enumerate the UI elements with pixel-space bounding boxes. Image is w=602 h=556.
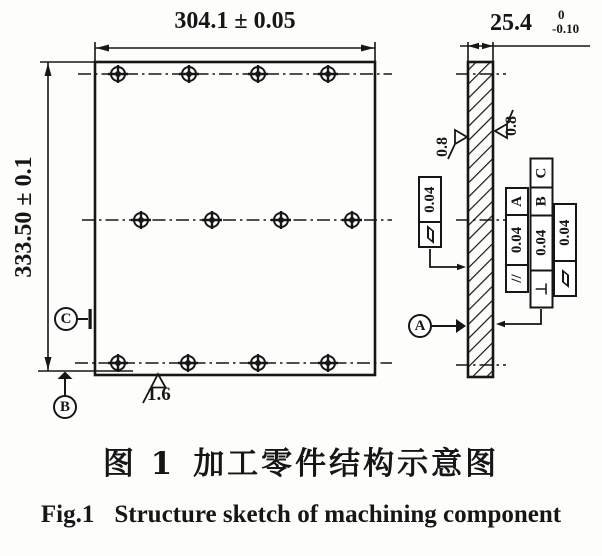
- hole-icon: [108, 354, 128, 372]
- hole-icon: [131, 211, 151, 229]
- fcf-flatness-right: [553, 203, 577, 297]
- width-dimension-label: 304.1 ± 0.05: [174, 8, 296, 34]
- tolerance-lower: -0.10: [552, 21, 580, 36]
- fcf-parallelism: [505, 187, 529, 293]
- hole-icon: [342, 211, 362, 229]
- fcf-datum-ref: B: [532, 187, 552, 214]
- fcf-value: 0.04: [556, 219, 573, 246]
- leader-left-arrow: [457, 264, 466, 270]
- datum-c-triangle-icon: [89, 309, 92, 329]
- thickness-dimension-label: 25.4: [490, 10, 532, 36]
- leader-right-arrow: [496, 321, 505, 327]
- thickness-tolerance-label: [552, 8, 579, 36]
- tolerance-upper: 0: [558, 7, 565, 22]
- datum-a-letter: A: [414, 317, 426, 334]
- flatness-icon: [555, 260, 575, 295]
- fcf-datum-ref: C: [533, 167, 549, 179]
- datum-b-balloon: [53, 395, 77, 419]
- caption-zh-text: 加工零件结构示意图: [193, 446, 500, 482]
- fcf-flatness-left: [418, 176, 442, 248]
- caption-en-label: Fig.1: [40, 501, 95, 528]
- roughness-right-label: 0.8: [503, 116, 520, 136]
- datum-a-triangle-icon: [456, 319, 466, 333]
- roughness-bottom-label: 1.6: [147, 384, 171, 405]
- datum-c-balloon: [54, 307, 78, 331]
- hole-icon: [271, 211, 291, 229]
- hole-icon: [318, 65, 338, 83]
- leader-right-fcf: [499, 309, 541, 324]
- hole-icon: [108, 65, 128, 83]
- caption-chinese: [0, 438, 602, 483]
- roughness-left-label: 0.8: [434, 137, 451, 157]
- side-section-bar: [468, 62, 493, 377]
- datum-b-triangle-icon: [58, 372, 73, 380]
- fcf-value: 0.04: [532, 214, 552, 269]
- flatness-icon: [420, 221, 440, 246]
- caption-en-text: Structure sketch of machining component: [114, 501, 562, 528]
- hole-grid: [108, 65, 362, 372]
- fcf-value: 0.04: [421, 186, 438, 213]
- parallelism-icon: //: [507, 264, 527, 291]
- hole-icon: [178, 354, 198, 372]
- datum-a-balloon: [408, 314, 432, 338]
- caption-english: [0, 501, 602, 529]
- datum-b-letter: B: [59, 398, 70, 415]
- fcf-perpendicularity: [530, 158, 554, 309]
- hole-icon: [202, 211, 222, 229]
- fcf-value: 0.04: [507, 214, 527, 264]
- hole-icon: [318, 354, 338, 372]
- fcf-datum-ref: A: [508, 196, 525, 207]
- datum-c-letter: C: [60, 310, 72, 327]
- caption-zh-label: 图 1: [102, 446, 176, 482]
- hole-icon: [248, 65, 268, 83]
- height-dimension-label: 333.50 ± 0.1: [11, 156, 37, 278]
- hole-icon: [179, 65, 199, 83]
- perpendicularity-icon: ⊥: [532, 270, 552, 307]
- hole-icon: [248, 354, 268, 372]
